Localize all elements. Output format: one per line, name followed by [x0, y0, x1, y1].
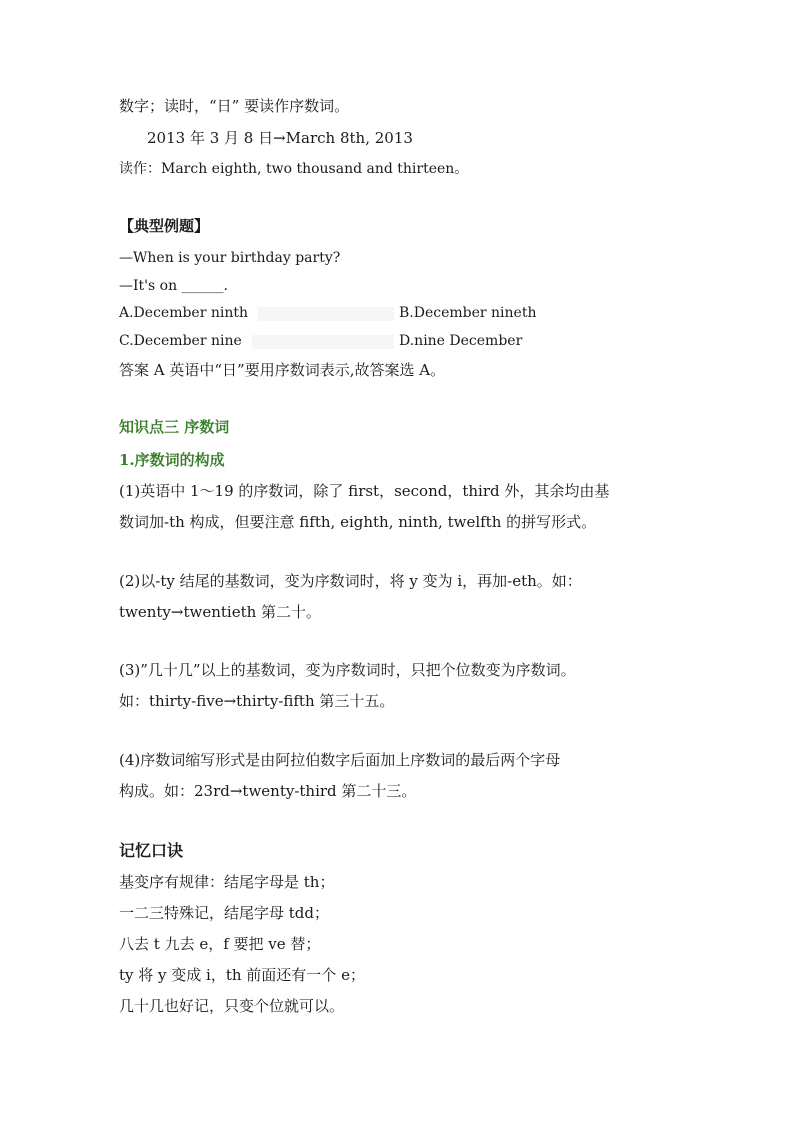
option-a: A.December ninth [119, 305, 249, 321]
knowledge-title: 知识点三 序数词 [119, 418, 230, 436]
option-d: D.nine December [399, 333, 523, 349]
paragraph-3-line-1: (3)”几十几”以上的基数词，变为序数词时，只把个位数变为序数词。 [119, 661, 576, 679]
mnemonic-line: 八去 t 九去 e，f 要把 ve 替； [119, 935, 321, 953]
paragraph-2-line-1: (2)以-ty 结尾的基数词，变为序数词时，将 y 变为 i，再加-eth。如： [119, 572, 582, 590]
paragraph-1-line-2: 数词加-th 构成，但要注意 fifth, eighth, ninth, twelfth 的拼写形式。 [119, 513, 597, 531]
paragraph-4-line-1: (4)序数词缩写形式是由阿拉伯数字后面加上序数词的最后两个字母 [119, 751, 561, 769]
mnemonic-line: 基变序有规律：结尾字母是 th； [119, 873, 335, 891]
question-line-2: —It's on ______. [119, 278, 228, 294]
paragraph-2-line-2: twenty→twentieth 第二十。 [119, 603, 322, 621]
example-heading: 【典型例题】 [119, 217, 210, 235]
paragraph-3-line-2: 如：thirty-five→thirty-fifth 第三十五。 [119, 692, 395, 710]
answer-line: 答案 A 英语中“日”要用序数词表示,故答案选 A。 [119, 361, 446, 379]
paragraph-4-line-2: 构成。如：23rd→twenty-third 第二十三。 [119, 782, 417, 800]
option-spacer [258, 307, 394, 321]
intro-line: 数字；读时，“日” 要读作序数词。 [119, 97, 350, 115]
paragraph-1-line-1: (1)英语中 1～19 的序数词，除了 first，second，third 外，其余均由基 [119, 482, 610, 500]
option-c: C.December nine [119, 333, 242, 349]
mnemonic-line: 一二三特殊记，结尾字母 tdd； [119, 904, 330, 922]
option-spacer [252, 335, 394, 349]
mnemonic-line: 几十几也好记，只变个位就可以。 [119, 997, 345, 1015]
mnemonic-heading: 记忆口诀 [119, 841, 184, 860]
knowledge-subtitle: 1.序数词的构成 [119, 451, 225, 469]
option-b: B.December nineth [399, 305, 537, 321]
reading-line: 读作：March eighth, two thousand and thirteen。 [119, 161, 469, 177]
question-line-1: —When is your birthday party? [119, 250, 341, 266]
example-date: 2013 年 3 月 8 日→March 8th, 2013 [147, 129, 413, 147]
mnemonic-line: ty 将 y 变成 i，th 前面还有一个 e； [119, 966, 365, 984]
